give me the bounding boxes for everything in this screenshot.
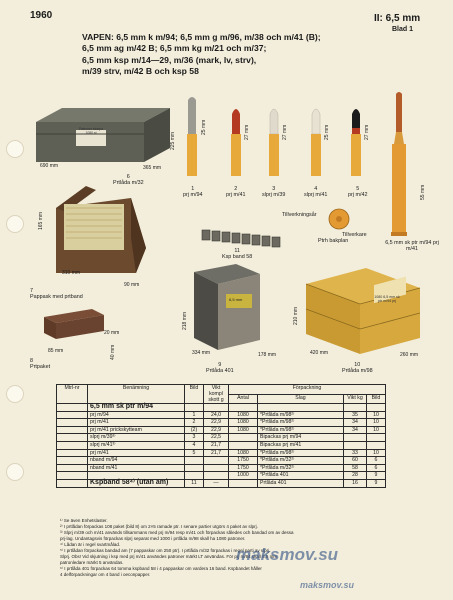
cartridge-row-illustration: [180, 94, 380, 189]
col-header: Benämning: [88, 385, 185, 404]
table-row: prj m/41 prickskytteam (2) 22,9 1080 *Prtlåda m/98²⁾ 34 10: [57, 426, 386, 434]
dim-length: 27 mm: [364, 124, 370, 140]
footnote: 4 delförpackningar om 4 band i oeconpapper.: [60, 572, 151, 577]
footnote: ⁴⁾ Lådan är i regel svartmålad.: [60, 542, 121, 547]
cartridge-caption: 4 slprj m/41: [304, 186, 328, 199]
footnotes: [60, 518, 392, 578]
dim-depth: 90 mm: [124, 282, 140, 288]
col-header: Bild: [367, 394, 386, 404]
fig6-caption: 6 Prtlåda m/32: [113, 174, 144, 187]
fig10-caption: 10 Prtlåda m/98: [342, 362, 373, 375]
dim-depth: 365 mm: [143, 165, 162, 171]
dim-width: 85 mm: [48, 348, 64, 354]
dim-length: 55 mm: [420, 184, 426, 200]
dim-depth: 178 mm: [258, 352, 277, 358]
binder-holes: [6, 0, 28, 600]
footnote: ²⁾ I prtlådan förpackas 108 paket (bild 8) om 2×5 ramade ptr. I senare partier utgörs 4 paket av slprj.: [60, 524, 258, 529]
box-text: 1080 6,5 mm sk ptr m/94 prj: [374, 295, 400, 303]
packaging-table: [56, 384, 386, 488]
footnote: Slprj. Obs! Vid skjutning i ksp med prj m/41 användes patroner märkt LT användas. För prj m/94 skall 6,5 mm: [60, 554, 278, 559]
col-header: Vikt kompl skott g: [204, 385, 229, 404]
headstamp-illustration: [328, 208, 350, 230]
col-header: Slag: [258, 394, 344, 404]
ammo-can-401-illustration: [186, 258, 268, 358]
table-row: nband m/41 1750 *Prtlåda m/32²⁾ 58 6: [57, 464, 386, 472]
col-header: Bild: [185, 385, 204, 404]
table-body: [57, 404, 386, 488]
full-cartridge-caption: 6,5 mm sk ptr m/94 prj m/41: [385, 240, 439, 253]
punch-hole: [6, 385, 24, 403]
footnote: patronledare märkt 5 användas.: [60, 560, 124, 565]
table-row: prj m/41 5 21,7 1080 *Prtlåda m/98²⁾ 33 10: [57, 449, 386, 457]
dim-height: 165 mm: [38, 211, 44, 230]
footnote: ¹⁾ Se även Enhetslaster.: [60, 518, 108, 523]
dim-length: 25 mm: [324, 124, 330, 140]
table-row: prj m/41 2 22,9 1080 *Prtlåda m/98²⁾ 34 10: [57, 419, 386, 427]
dim-height: 210 mm: [293, 306, 299, 325]
wooden-box-m98-illustration: [296, 262, 426, 362]
fig8-caption: 8 Prtpaket: [30, 358, 51, 371]
cartridge-packet-illustration: [40, 305, 110, 345]
watermark: maksmov.su: [300, 580, 355, 590]
headstamp-caption: Ptrh bakplan: [318, 238, 349, 244]
footnote: prj-lag. Undantagsvis förpackas slprj separat med 1000 i prtlåda m/98 skall ha 1080 patroner.: [60, 536, 246, 541]
weapons-line: m/39 strv, m/42 B och ksp 58: [82, 66, 199, 77]
dim-depth: 20 mm: [104, 330, 120, 336]
weapons-list: [82, 32, 382, 78]
dim-length: 27 mm: [282, 124, 288, 140]
headstamp-year-label: Tillverkningsår: [282, 212, 317, 218]
can-text: 6,5 mm: [229, 297, 243, 302]
table-row: [57, 404, 386, 412]
dim-height: 40 mm: [110, 344, 116, 360]
weapons-line: 6,5 mm ag m/42 B; 6,5 mm kg m/21 och m/37;: [82, 43, 267, 54]
table-row: nband m/94 1750 *Prtlåda m/32²⁾ 60 6: [57, 457, 386, 465]
dim-width: 310 mm: [62, 270, 81, 276]
punch-hole: [6, 215, 24, 233]
weapons-line: VAPEN: 6,5 mm k m/94; 6,5 mm g m/96, m/38 och m/41 (B);: [82, 32, 321, 42]
dim-length: 27 mm: [244, 124, 250, 140]
col-header: Antal: [229, 394, 258, 404]
dim-depth: 260 mm: [400, 352, 419, 358]
sheet-label: Blad 1: [392, 26, 414, 33]
fig9-caption: 9 Prtlåda 401: [206, 362, 234, 375]
table-row: slprj m/41³⁾ 4 21,7 Bipackas prj m/41: [57, 441, 386, 449]
dim-height: 218 mm: [182, 311, 188, 330]
col-header: Förpackning: [229, 385, 386, 395]
box-label: Patroner skarpa 1080 st: [78, 127, 104, 135]
dim-width: 690 mm: [40, 163, 59, 169]
dim-width: 334 mm: [192, 350, 211, 356]
punch-hole: [6, 140, 24, 158]
watermark: maksmov.su: [236, 545, 339, 564]
punch-hole: [6, 463, 24, 481]
dim-height: 225 mm: [170, 131, 176, 150]
col-header: Vikt kg: [344, 394, 367, 404]
footnote: ⁶⁾ I prtlåda 401 förpackas 64 tomma kspband 58 i 4 pappaskar om vardera 16 band. Kspbandet håller: [60, 566, 262, 571]
col-header: Mtrl-nr: [57, 385, 88, 404]
full-cartridge-illustration: [384, 92, 414, 242]
table-row: 1000 *Prtlåda 401 28 9: [57, 472, 386, 480]
cartridge-caption: 2 prj m/41: [226, 186, 246, 199]
dim-length: 25 mm: [201, 119, 207, 135]
cardboard-box-illustration: [36, 178, 166, 288]
table-row: prj m/94 1 24,0 1080 *Prtlåda m/98²⁾ 35 10: [57, 411, 386, 419]
year: 1960: [30, 10, 53, 21]
weapons-line: 6,5 mm ksp m/14—29, m/36 (mark, lv, strv),: [82, 54, 257, 65]
cartridge-caption: 1 prj m/94: [183, 186, 203, 199]
table-row: Kspband 58⁴⁾ (utan am) 11 — Prtlåda 401 16 9: [57, 479, 386, 487]
fig7-caption: 7 Pappask med prtband: [30, 288, 83, 301]
fig11-caption: 11 Ksp band 58: [222, 248, 253, 261]
cartridge-caption: 5 prj m/42: [348, 186, 368, 199]
dim-width: 420 mm: [310, 350, 329, 356]
section-label: II: 6,5 mm: [374, 13, 421, 24]
footnote: ⁵⁾ I prtlådan förpackas bandad am (7 pappaskar om 250 ptr). I prtlåda m/32 förpackas i regel parti av slprj.: [60, 548, 271, 553]
headstamp-maker-label: Tillverkare: [342, 232, 367, 238]
cartridge-caption: 3 slprj m/39: [262, 186, 286, 199]
machinegun-belt-illustration: [200, 222, 290, 250]
table-title: 6,5 mm sk ptr m/94: [88, 404, 185, 412]
table-row: slprj m/39³⁾ 3 22,5 Bipackas prj m/94: [57, 434, 386, 442]
footnote: ³⁾ Slprj m/39 och m/41 används tillsammans med prj m/94 resp m/41 och förpackas således och bandad om av dessa: [60, 530, 294, 535]
